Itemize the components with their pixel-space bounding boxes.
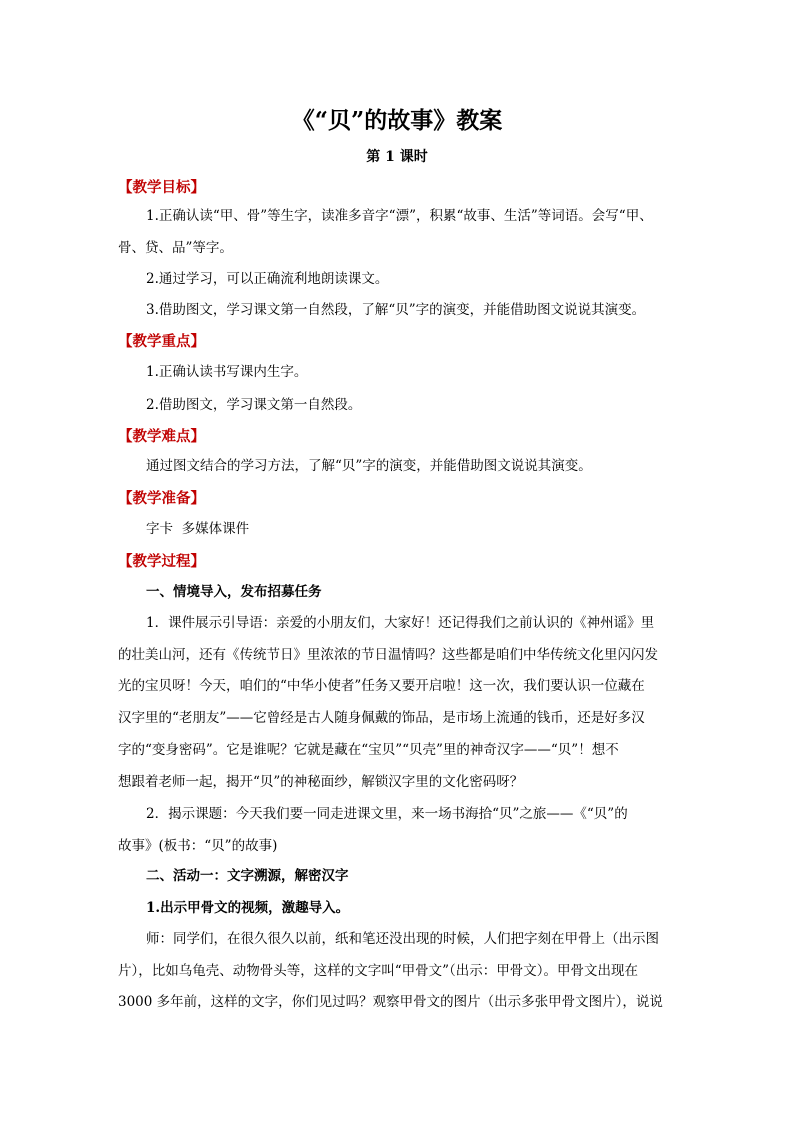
paragraph-line: 故事》(板书：“贝”的故事) xyxy=(118,837,278,854)
section-heading-process: 【教学过程】 xyxy=(118,553,205,570)
section-heading-goals: 【教学目标】 xyxy=(118,179,205,196)
paragraph-line: 2．揭示课题：今天我们要一同走进课文里，来一场书海拾“贝”之旅——《“贝”的 xyxy=(146,806,628,822)
paragraph-line: 1．课件展示引导语：亲爱的小朋友们，大家好！还记得我们之前认识的《神州谣》里 xyxy=(146,615,655,631)
key-point-2: 2.借助图文，学习课文第一自然段。 xyxy=(146,397,362,413)
goal-item-1-line-1: 1.正确认读“甲、骨”等生字，读准多音字“漂”，积累“故事、生活”等词语。会写“甲、 xyxy=(146,208,653,224)
process-paragraph-2 xyxy=(118,799,680,862)
paragraph-line: 的壮美山河，还有《传统节日》里浓浓的节日温情吗？这些都是咱们中华传统文化里闪闪发 xyxy=(118,646,658,663)
paragraph-line: 片），比如乌龟壳、动物骨头等，这样的文字叫“甲骨文”（出示：甲骨文）。甲骨文出现在 xyxy=(118,962,639,979)
paragraph-line: 师：同学们，在很久很久以前，纸和笔还没出现的时候，人们把字刻在甲骨上（出示图 xyxy=(146,931,659,947)
section-heading-difficulties: 【教学难点】 xyxy=(118,428,205,445)
paragraph-line: 3000 多年前，这样的文字，你们见过吗？观察甲骨文的图片（出示多张甲骨文图片），说说 xyxy=(118,994,663,1011)
paragraph-line: 汉字里的“老朋友”——它曾经是古人随身佩戴的饰品，是市场上流通的钱币，还是好多汉 xyxy=(118,710,645,727)
process-part-2-title: 二、活动一：文字溯源，解密汉字 xyxy=(146,868,349,884)
process-part-1-title: 一、情境导入，发布招募任务 xyxy=(146,584,322,600)
process-paragraph-1 xyxy=(118,608,680,798)
paragraph-line: 光的宝贝呀！今天，咱们的“中华小使者”任务又要开启啦！这一次，我们要认识一位藏在 xyxy=(118,678,645,695)
paragraph-line: 想跟着老师一起，揭开“贝”的神秘面纱，解锁汉字里的文化密码呀？ xyxy=(118,773,524,790)
goal-item-1-line-2: 骨、贷、品”等字。 xyxy=(118,240,233,256)
process-sub-1-title: 1.出示甲骨文的视频，激趣导入。 xyxy=(146,900,350,916)
lesson-period: 第 1 课时 xyxy=(366,149,428,165)
process-paragraph-3 xyxy=(118,924,680,1019)
section-heading-preparation: 【教学准备】 xyxy=(118,490,205,507)
key-point-1: 1.正确认读书写课内生字。 xyxy=(146,364,308,380)
paragraph-line: 字的“变身密码”。它是谁呢？它就是藏在“宝贝”“贝壳”里的神奇汉字——“贝”！想不 xyxy=(118,741,619,758)
preparation-1: 字卡 多媒体课件 xyxy=(146,521,250,537)
difficulty-1: 通过图文结合的学习方法，了解“贝”字的演变，并能借助图文说说其演变。 xyxy=(146,458,592,474)
document-title: 《“贝”的故事》教案 xyxy=(291,107,503,134)
goal-item-2: 2.通过学习，可以正确流利地朗读课文。 xyxy=(146,271,389,287)
goal-item-3: 3.借助图文，学习课文第一自然段，了解“贝”字的演变，并能借助图文说说其演变。 xyxy=(146,302,646,318)
section-heading-key-points: 【教学重点】 xyxy=(118,333,205,350)
